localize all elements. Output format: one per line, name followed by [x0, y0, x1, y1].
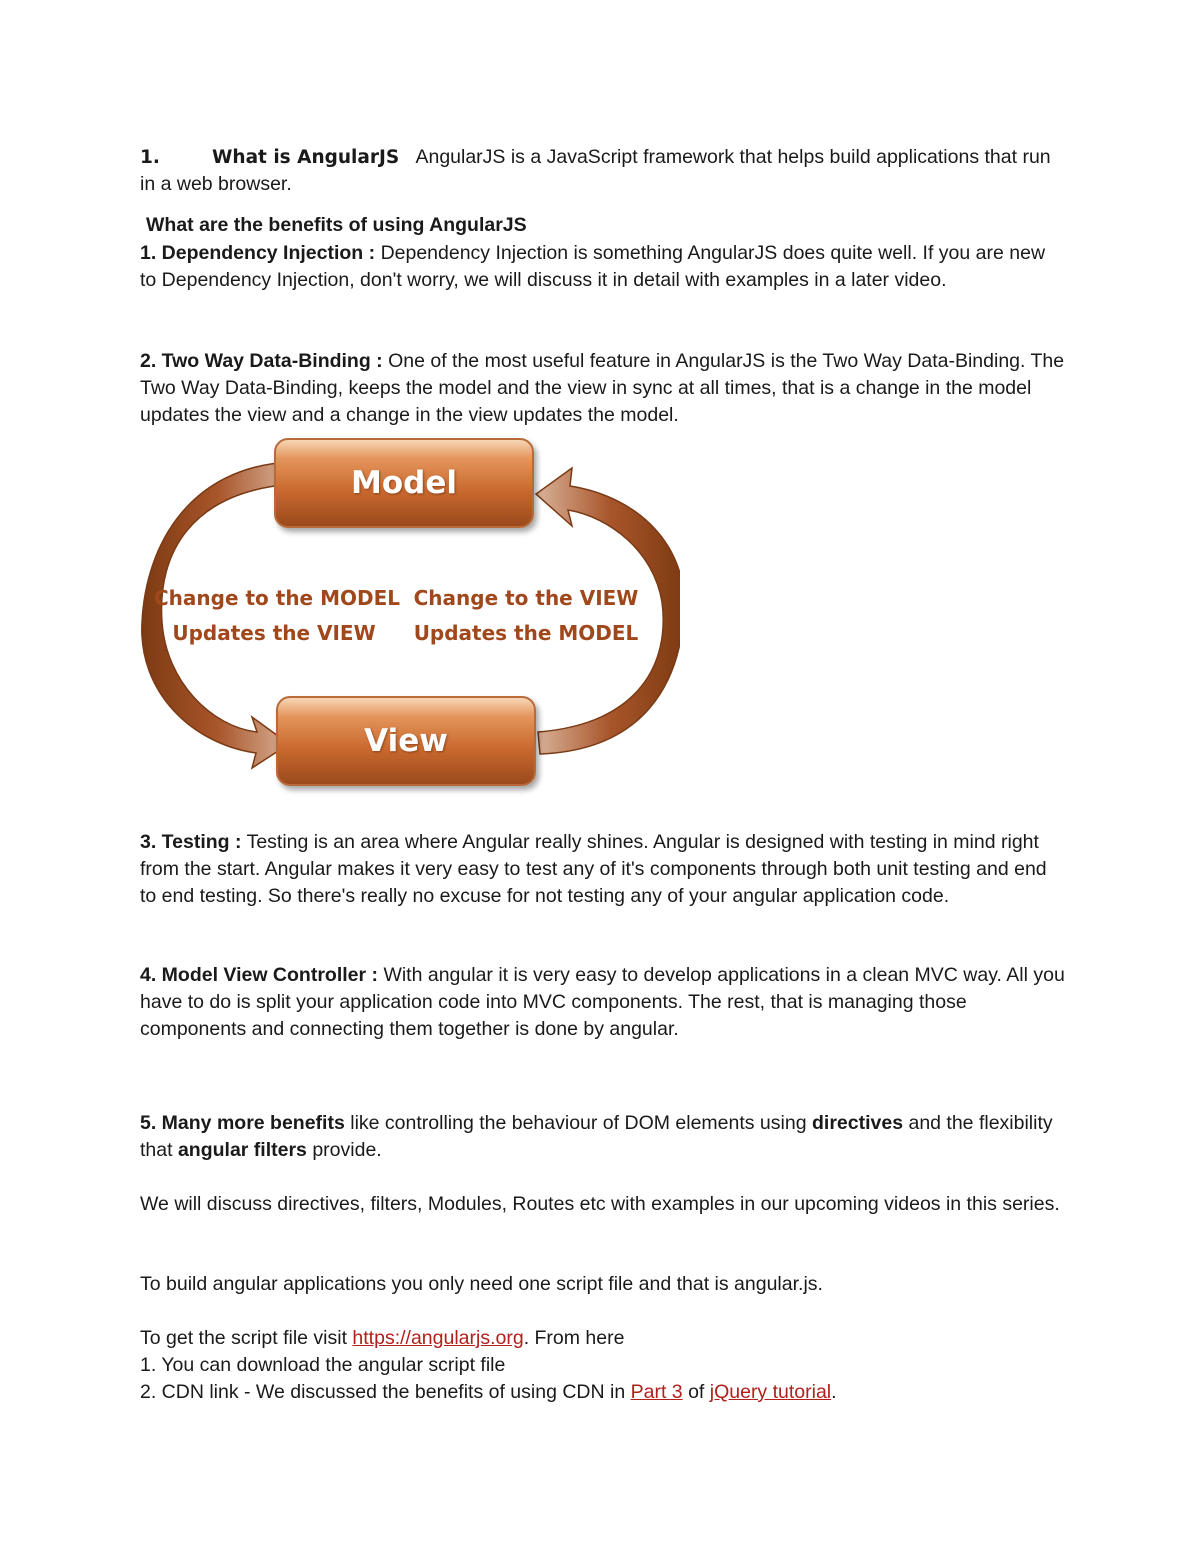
benefit-label: 5. Many more benefits	[140, 1112, 345, 1134]
view-box: View	[276, 696, 536, 786]
paragraph-build: To build angular applications you only need one script file and that is angular.js.	[140, 1273, 823, 1295]
benefit-text: Testing is an area where Angular really shines. Angular is designed with testing in mind right from the start. Angular makes it very easy to test any of it's components through both unit testing and end to end testing. So there's really no excuse for not testing any of your angular application code.	[140, 831, 1047, 907]
benefit-text: One of the most useful feature in AngularJS is the Two Way Data-Binding. The Two Way Data-Binding, keeps the model and the view in sync at all times, that is a change in the model updates the view and a change in the view updates the model.	[140, 350, 1065, 426]
benefit-text: provide.	[312, 1139, 382, 1161]
benefit-two-way-binding	[140, 348, 1065, 429]
script-item-1: 1. You can download the angular script file	[140, 1354, 506, 1376]
filters-term: angular filters	[177, 1139, 307, 1161]
benefit-label: 3. Testing :	[140, 831, 242, 853]
benefit-mvc	[140, 962, 1065, 1043]
benefit-text: Dependency Injection is something AngularJS does quite well. If you are new to Dependency Injection, don't worry, we will discuss it in detail with examples in a later video.	[140, 242, 1046, 291]
benefit-text: like controlling the behaviour of DOM elements using	[350, 1112, 807, 1134]
script-item-2-end: .	[831, 1381, 837, 1403]
right-caption-line1: Change to the VIEW	[413, 586, 639, 610]
script-intro-text: To get the script file visit	[140, 1327, 347, 1349]
script-item-2-of: of	[688, 1381, 705, 1403]
benefit-dependency-injection	[140, 240, 1065, 294]
angularjs-link[interactable]: https://angularjs.org	[352, 1327, 524, 1349]
paragraph-discuss: We will discuss directives, filters, Modules, Routes etc with examples in our upcoming videos in this series.	[140, 1193, 1060, 1215]
question-answer: AngularJS is a JavaScript framework that helps build applications that run in a web browser.	[140, 146, 1051, 195]
benefit-label: 4. Model View Controller :	[140, 964, 379, 986]
benefit-testing	[140, 829, 1065, 910]
script-intro-tail: . From here	[523, 1327, 625, 1349]
model-box: Model	[274, 438, 534, 528]
benefit-text: and the flexibility that	[140, 1112, 1053, 1161]
directives-term: directives	[811, 1112, 904, 1134]
script-item-2	[140, 1379, 1065, 1406]
benefits-heading	[146, 212, 1071, 239]
right-caption	[412, 581, 640, 651]
right-caption-line2: Updates the MODEL	[413, 621, 639, 645]
model-view-diagram	[140, 432, 680, 802]
left-caption	[154, 581, 400, 651]
script-section	[140, 1325, 1065, 1406]
benefit-label: 1. Dependency Injection :	[140, 242, 376, 264]
benefit-many-more	[140, 1110, 1065, 1164]
part-3-link[interactable]: Part 3	[630, 1381, 683, 1403]
jquery-tutorial-link[interactable]: jQuery tutorial	[709, 1381, 832, 1403]
question-what-is-angularjs	[140, 144, 1065, 198]
question-number: 1.	[140, 147, 160, 168]
left-caption-line1: Change to the MODEL	[154, 586, 400, 610]
benefits-heading-text: What are the benefits of using AngularJS	[146, 214, 527, 236]
benefit-text: With angular it is very easy to develop applications in a clean MVC way. All you have to do is split your application code into MVC components. The rest, that is managing those components and connecting them together is done by angular.	[140, 964, 1065, 1040]
left-caption-line2: Updates the VIEW	[172, 621, 376, 645]
script-intro-line	[140, 1325, 1065, 1352]
benefit-label: 2. Two Way Data-Binding :	[140, 350, 383, 372]
question-title: What is AngularJS	[212, 147, 400, 168]
script-item-2-text: 2. CDN link - We discussed the benefits of using CDN in	[140, 1381, 626, 1403]
